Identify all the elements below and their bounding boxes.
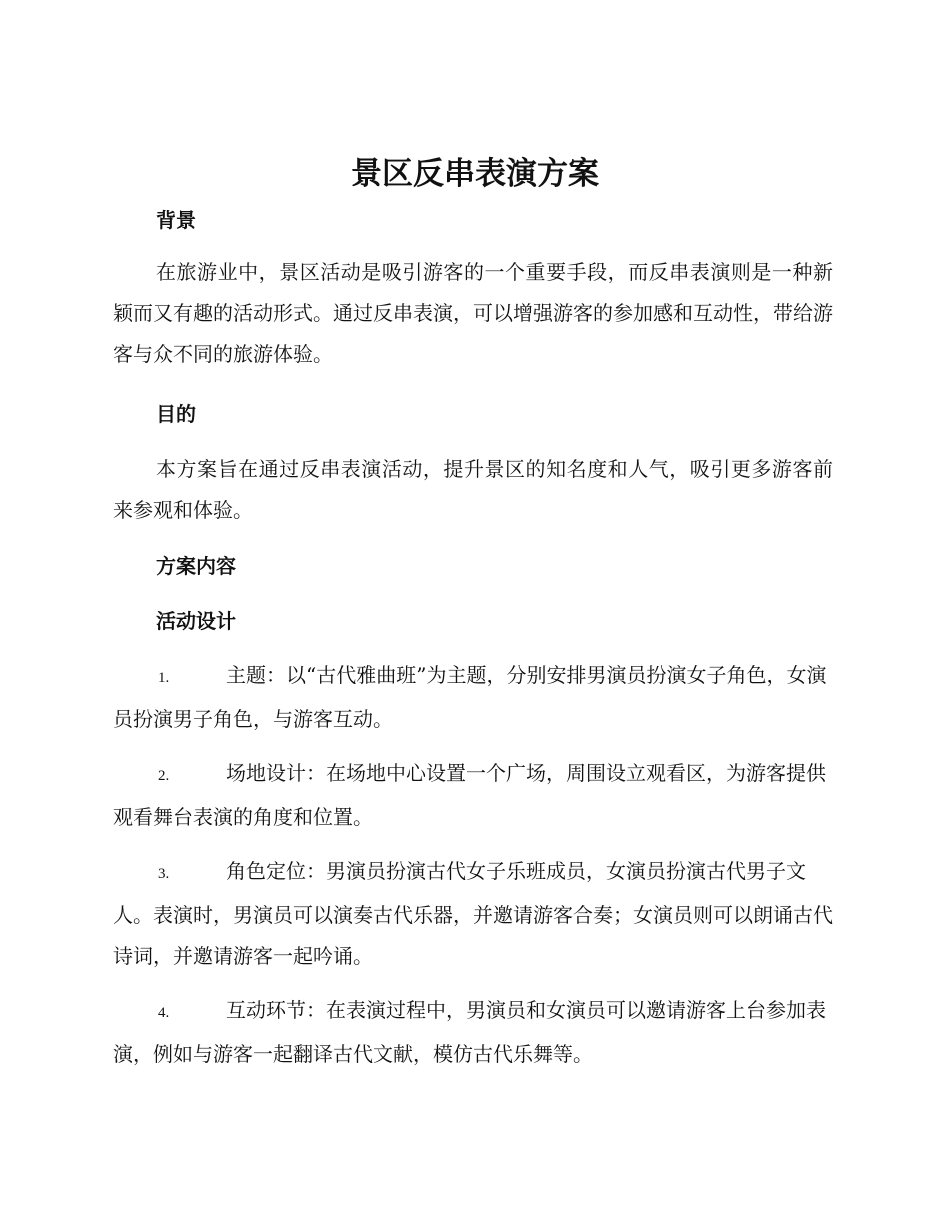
list-item (113, 990, 833, 1075)
list-number: 1. (158, 670, 170, 686)
heading-background: 背景 (156, 208, 196, 232)
list-item-text: 角色定位：男演员扮演古代女子乐班成员，女演员扮演古代男子文人。表演时，男演员可以演奏古代乐器，并邀请游客合奏；女演员则可以朗诵古代诗词，并邀请游客一起吟诵。 (113, 859, 833, 968)
list-item (113, 851, 833, 977)
document-title: 景区反串表演方案 (351, 156, 599, 192)
list-item-text: 主题：以“古代雅曲班”为主题，分别安排男演员扮演女子角色，女演员扮演男子角色，与游客互动。 (113, 663, 827, 731)
list-number: 4. (158, 1005, 170, 1021)
heading-plan-content: 方案内容 (156, 554, 236, 578)
paragraph-background: 在旅游业中，景区活动是吸引游客的一个重要手段，而反串表演则是一种新颖而又有趣的活动形式。通过反串表演，可以增强游客的参加感和互动性，带给游客与众不同的旅游体验。 (113, 260, 833, 366)
paragraph-purpose: 本方案旨在通过反串表演活动，提升景区的知名度和人气，吸引更多游客前来参观和体验。 (113, 457, 833, 522)
list-number: 3. (158, 866, 170, 882)
list-item-text: 场地设计：在场地中心设置一个广场，周围设立观看区，为游客提供观看舞台表演的角度和位置。 (113, 761, 826, 829)
list-number: 2. (158, 768, 170, 784)
list-item (113, 753, 833, 838)
list-item (113, 655, 833, 740)
heading-activity-design: 活动设计 (156, 609, 236, 633)
heading-purpose: 目的 (156, 402, 196, 426)
list-item-text: 互动环节：在表演过程中，男演员和女演员可以邀请游客上台参加表演，例如与游客一起翻译古代文献，模仿古代乐舞等。 (113, 998, 826, 1066)
